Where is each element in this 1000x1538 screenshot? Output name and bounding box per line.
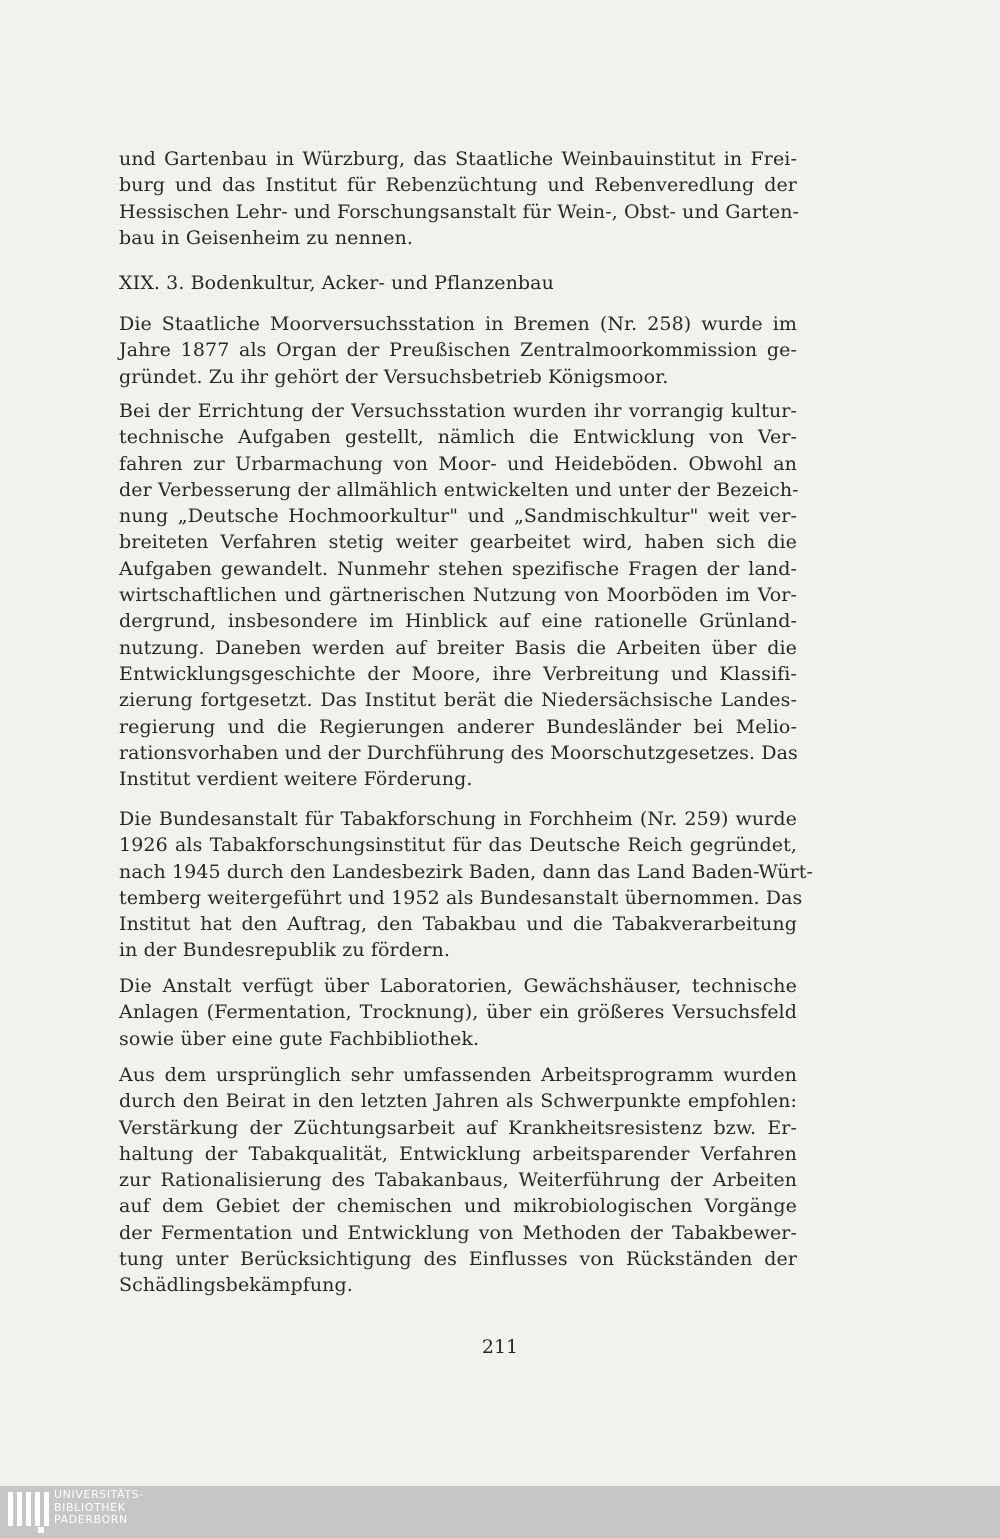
text-line: Entwicklungsgeschichte der Moore, ihre Verbreitung und Klassifi-: [119, 662, 797, 685]
paragraph-tabakforschung: [119, 806, 814, 964]
text-line: 1926 als Tabakforschungsinstitut für das Deutsche Reich gegründet,: [119, 834, 797, 857]
text-line: der Fermentation und Entwicklung von Methoden der Tabakbewer-: [119, 1221, 797, 1244]
text-line: auf dem Gebiet der chemischen und mikrobiologischen Vorgänge: [119, 1195, 797, 1218]
text-line: haltung der Tabakqualität, Entwicklung arbeitsparender Verfahren: [119, 1142, 797, 1165]
text-line: der Verbesserung der allmählich entwickelten und unter der Bezeich-: [119, 478, 799, 501]
text-line: Jahre 1877 als Organ der Preußischen Zentralmoorkommission ge-: [119, 339, 797, 362]
text-line: fahren zur Urbarmachung von Moor- und Heideböden. Obwohl an: [119, 452, 797, 475]
text-line: Institut verdient weitere Förderung.: [119, 768, 473, 791]
text-line: sowie über eine gute Fachbibliothek.: [119, 1027, 480, 1050]
text-line: technische Aufgaben gestellt, nämlich die Entwicklung von Ver-: [119, 426, 797, 449]
text-line: durch den Beirat in den letzten Jahren als Schwerpunkte empfohlen:: [119, 1090, 797, 1113]
section-heading: [119, 270, 797, 296]
text-line: nach 1945 durch den Landesbezirk Baden, dann das Land Baden-Würt-: [119, 860, 814, 883]
library-footer-bar: [0, 1486, 1000, 1538]
text-line: Aus dem ursprünglich sehr umfassenden Arbeitsprogramm wurden: [119, 1064, 797, 1086]
text-line: Schädlingsbekämpfung.: [119, 1274, 353, 1297]
text-line: Institut hat den Auftrag, den Tabakbau und die Tabakverarbeitung: [119, 913, 797, 936]
paragraph-moorversuchsstation: [119, 311, 797, 390]
text-line: und Gartenbau in Würzburg, das Staatliche Weinbauinstitut in Frei-: [119, 148, 797, 170]
library-logo-line: BIBLIOTHEK: [54, 1500, 126, 1514]
text-line: nung „Deutsche Hochmoorkultur" und „Sandmischkultur" weit ver-: [119, 505, 797, 528]
text-line: tung unter Berücksichtigung des Einflusses von Rückständen der: [119, 1248, 797, 1271]
library-logo-line: PADERBORN: [54, 1513, 128, 1526]
text-line: Die Bundesanstalt für Tabakforschung in Forchheim (Nr. 259) wurde: [119, 808, 797, 830]
page-number: 211: [481, 1336, 519, 1358]
text-line: Anlagen (Fermentation, Trocknung), über ein größeres Versuchsfeld: [119, 1001, 797, 1024]
library-logo-line: UNIVERSITÄTS-: [54, 1488, 144, 1501]
paragraph-anstalt-ausstattung: [119, 973, 797, 1052]
section-heading-text: XIX. 3. Bodenkultur, Acker- und Pflanzenbau: [119, 272, 554, 294]
paragraph-versuchsstation-aufgaben: [119, 398, 797, 792]
text-line: zierung fortgesetzt. Das Institut berät die Niedersächsische Landes-: [119, 689, 797, 712]
library-logo-text: [54, 1489, 144, 1527]
text-line: Aufgaben gewandelt. Nunmehr stehen spezifische Fragen der land-: [119, 557, 797, 580]
library-logo-dot-icon: [38, 1527, 44, 1533]
paragraph-arbeitsprogramm: [119, 1062, 797, 1299]
text-line: nutzung. Daneben werden auf breiter Basis die Arbeiten über die: [119, 636, 797, 659]
text-line: breiteten Verfahren stetig weiter gearbeitet wird, haben sich die: [119, 531, 797, 554]
text-line: regierung und die Regierungen anderer Bundesländer bei Melio-: [119, 715, 797, 738]
text-line: temberg weitergeführt und 1952 als Bundesanstalt übernommen. Das: [119, 886, 803, 909]
text-line: Die Anstalt verfügt über Laboratorien, Gewächshäuser, technische: [119, 975, 797, 997]
text-line: zur Rationalisierung des Tabakanbaus, Weiterführung der Arbeiten: [119, 1169, 797, 1192]
text-line: Hessischen Lehr- und Forschungsanstalt für Wein-, Obst- und Garten-: [119, 200, 800, 223]
text-line: dergrund, insbesondere im Hinblick auf eine rationelle Grünland-: [119, 610, 797, 633]
text-line: in der Bundesrepublik zu fördern.: [119, 939, 450, 962]
text-line: bau in Geisenheim zu nennen.: [119, 226, 414, 249]
text-line: Bei der Errichtung der Versuchsstation wurden ihr vorrangig kultur-: [119, 400, 797, 422]
text-line: rationsvorhaben und der Durchführung des Moorschutzgesetzes. Das: [119, 741, 798, 764]
text-line: wirtschaftlichen und gärtnerischen Nutzung von Moorböden im Vor-: [119, 584, 797, 607]
text-line: Die Staatliche Moorversuchsstation in Bremen (Nr. 258) wurde im: [119, 313, 797, 335]
text-line: gründet. Zu ihr gehört der Versuchsbetrieb Königsmoor.: [119, 365, 669, 388]
text-line: Verstärkung der Züchtungsarbeit auf Krankheitsresistenz bzw. Er-: [119, 1116, 797, 1139]
text-line: burg und das Institut für Rebenzüchtung und Rebenveredlung der: [119, 174, 797, 197]
paragraph-intro: [119, 146, 800, 251]
